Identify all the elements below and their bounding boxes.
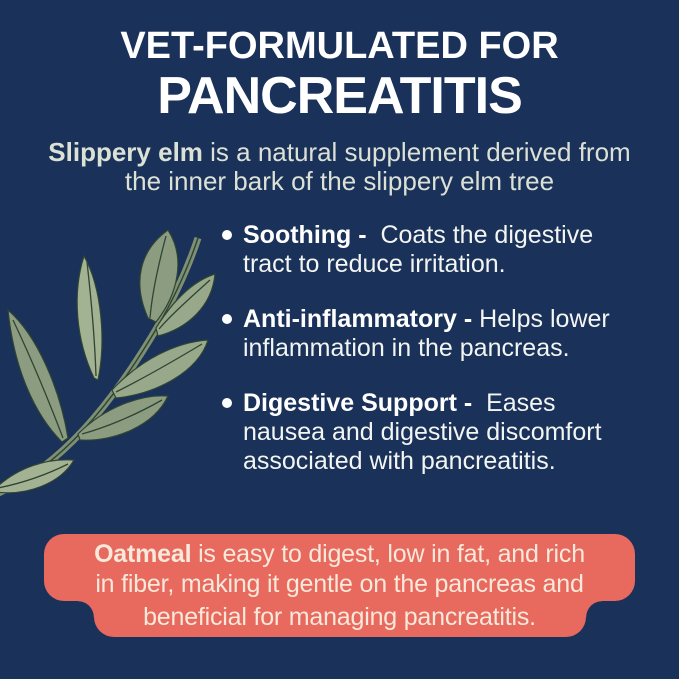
leaf: [112, 340, 208, 398]
header-subtitle: VET-FORMULATED FOR: [120, 25, 559, 67]
list-item-anti-inflammatory: [222, 305, 626, 363]
bullet-dot-icon: [222, 230, 232, 240]
callout-line-1-text: is easy to digest, low in fat, and rich: [191, 540, 585, 568]
callout-line-2: in fiber, making it gentle on the pancreas and: [95, 570, 584, 598]
page-title: PANCREATITIS: [157, 67, 522, 125]
bullet-text: Coats the digestive tract to reduce irritation.: [243, 221, 601, 278]
callout-main-box: [44, 534, 635, 601]
oatmeal-callout: [44, 534, 635, 637]
leaf: [8, 310, 68, 442]
bullet-text: Helps lower inflammation in the pancreas.: [243, 305, 617, 362]
benefits-list: [222, 221, 626, 502]
callout-line-3: beneficial for managing pancreatitis.: [143, 603, 536, 631]
leaf: [77, 256, 102, 380]
list-item-soothing: [222, 221, 626, 279]
bullet-dot-icon: [222, 314, 232, 324]
bullet-title: Anti-inflammatory -: [243, 305, 473, 333]
intro-bold-term: Slippery elm: [48, 137, 203, 167]
bullet-text: Eases nausea and digestive discomfort associated with pancreatitis.: [243, 389, 609, 475]
callout-line-1: [52, 539, 627, 569]
intro-text: is a natural supplement derived from the inner bark of the slippery elm tree: [124, 137, 631, 196]
bullet-title: Digestive Support -: [243, 389, 473, 417]
list-item-digestive-support: [222, 389, 626, 476]
leaf-branch-illustration: [0, 228, 216, 524]
callout-bottom-strip: [94, 601, 586, 637]
leaf: [0, 460, 74, 493]
bullet-title: Soothing -: [243, 221, 367, 249]
bullet-dot-icon: [222, 398, 232, 408]
intro-paragraph: [46, 138, 634, 196]
header: [0, 0, 679, 124]
callout-bold-term: Oatmeal: [94, 540, 192, 568]
